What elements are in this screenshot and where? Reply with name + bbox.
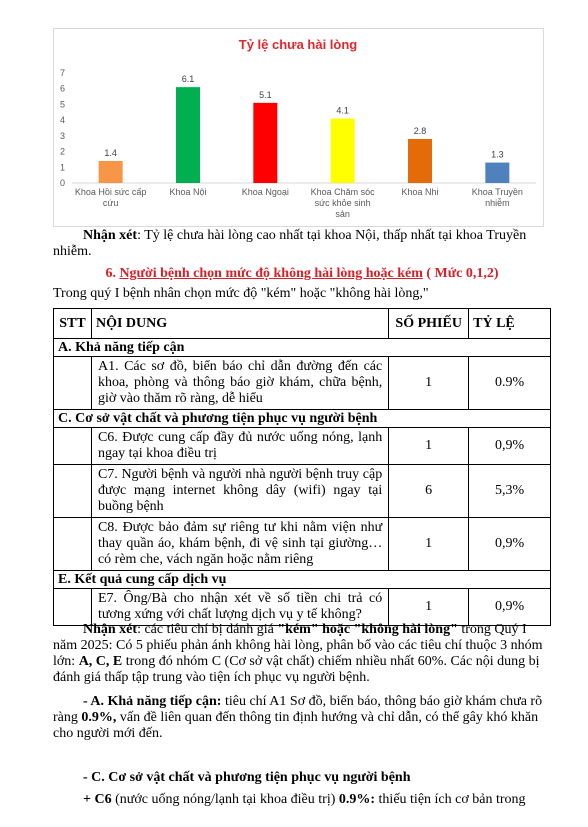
x-tick-label: Khoa Nhi [401,187,439,197]
table-row [54,465,551,518]
stt-cell [54,428,92,465]
stt-cell [54,465,92,518]
x-tick-label: Khoa Nội [169,187,207,197]
table-row [54,518,551,571]
bar [253,103,277,183]
bar [176,87,200,183]
c6-rate: 0.9%: [338,792,376,807]
analysis-c6 [53,792,551,808]
survey-table [53,308,551,626]
rate-cell: 0,9% [469,518,551,571]
votes-cell: 6 [389,465,469,518]
table-comment [53,622,551,686]
y-tick-label: 2 [60,146,66,157]
data-label: 2.8 [413,126,427,136]
votes-cell: 1 [389,428,469,465]
analysis-group-c [53,770,551,786]
data-label: 1.3 [491,149,504,160]
table-row [54,428,551,465]
comment-text: trong đó nhóm C (Cơ sở vật chất) chiếm nhiều nhất 60%. Các nội dung bị đánh giá thấp tập trung vào tiện ích phục vụ người bệnh. [53,654,540,685]
votes-cell: 1 [389,518,469,571]
intro-text: Trong quý I bệnh nhân chọn mức độ "kém" hoặc "không hài lòng," [53,286,429,301]
group-row [54,339,551,357]
stt-cell [54,589,92,626]
group-title: E. Kết quả cung cấp dịch vụ [54,571,551,589]
group-title: C. Cơ sở vật chất và phương tiện phục vụ người bệnh [54,410,551,428]
data-label: 5.1 [259,89,272,100]
x-tick-label: Khoa Ngoại [241,187,289,197]
table-header-row [54,309,551,339]
bar [99,161,123,183]
x-tick-label: Khoa Hồi sức cấp cứu [74,187,147,208]
bar [485,163,509,183]
comment-text: trong Quý I năm 2025: Có 5 phiếu phản ánh không hài lòng, phân bố vào các tiêu chí thuộc 3 nhóm lớn: [53,622,543,669]
y-tick-label: 4 [60,115,66,126]
content-cell: C8. Được bảo đảm sự riêng tư khi nằm viện như thay quần áo, khám bệnh, đi vệ sinh tại giường… có rèm che, vách ngăn hoặc nằm riêng [91,518,388,571]
y-tick-label: 0 [60,178,66,188]
comment-text: : các tiêu chí bị đánh giá [137,622,278,637]
y-tick-label: 6 [60,83,66,94]
chart-comment [53,228,551,260]
header-content: NỘI DUNG [91,309,388,339]
section-title: Người bệnh chọn mức độ không hài lòng hoặc kém [119,266,423,281]
bar [331,119,355,183]
comment-label: Nhận xét [83,622,138,637]
y-tick-label: 5 [60,99,66,110]
content-cell: C7. Người bệnh và người nhà người bệnh truy cập được mạng internet không dây (wifi) ngay tại buồng bệnh [91,465,388,518]
table-row [54,357,551,410]
content-cell: E7. Ông/Bà cho nhận xét về số tiền chi trả có tương xứng với chất lượng dịch vụ y tế không? [91,589,388,626]
votes-cell: 1 [389,357,469,410]
data-label: 6.1 [181,74,195,85]
content-cell: A1. Các sơ đồ, biển báo chỉ dẫn đường đến các khoa, phòng và thông báo giờ khám, chữa bệnh, giờ vào thăm rõ ràng, dễ hiểu [91,357,388,410]
header-rate: TỶ LỆ [469,309,551,339]
group-a-text: tiêu chí A1 Sơ đồ, biển báo, thông báo giờ khám chưa rõ ràng [53,694,543,725]
content-cell: C6. Được cung cấp đầy đủ nước uống nóng, lạnh ngay tại khoa điều trị [91,428,388,465]
c6-text: (nước uống nóng/lạnh tại khoa điều trị) [111,792,339,807]
comment-label: Nhận xét [83,228,138,243]
chart-container [53,28,544,227]
comment-text: : Tỷ lệ chưa hài lòng cao nhất tại khoa Nội, thấp nhất tại khoa Truyền nhiễm. [53,228,527,259]
rate-cell: 5,3% [469,465,551,518]
group-a-rate: 0.9%, [81,710,117,725]
rate-cell: 0,9% [469,428,551,465]
data-label: 4.1 [336,105,349,116]
y-tick-label: 3 [60,130,66,141]
group-c-label: - C. Cơ sở vật chất và phương tiện phục vụ người bệnh [83,770,411,785]
section-number: 6. [105,266,120,281]
group-row [54,410,551,428]
comment-emphasis: A, C, E [78,654,123,669]
stt-cell [54,357,92,410]
votes-cell: 1 [389,589,469,626]
group-title: A. Khả năng tiếp cận [54,339,551,357]
section-suffix: ( Mức 0,1,2) [422,266,499,281]
stt-cell [54,518,92,571]
header-stt: STT [54,309,92,339]
rate-cell: 0.9% [469,357,551,410]
group-row [54,571,551,589]
c6-label: + C6 [83,792,112,807]
group-a-label: - A. Khả năng tiếp cận: [83,694,222,709]
group-a-text: vấn đề liên quan đến thông tin định hướng và chỉ dẫn, có thể gây khó khăn cho người mới đến. [53,710,539,741]
y-tick-label: 7 [60,68,66,78]
comment-emphasis: "kém" hoặc "không hài lòng" [277,622,458,637]
c6-text: thiếu tiện ích cơ bản trong [375,792,526,807]
bar [408,139,432,183]
y-tick-label: 1 [60,162,66,173]
table-row [54,589,551,626]
rate-cell: 0,9% [469,589,551,626]
x-tick-label: Khoa Truyền nhiễm [471,187,523,208]
chart-title: Tỷ lệ chưa hài lòng [238,37,358,52]
header-votes: SỐ PHIẾU [389,309,469,339]
section-heading [53,266,551,282]
x-tick-label: Khoa Chăm sóc sức khỏe sinh sản [310,187,375,219]
data-label: 1.4 [104,148,117,158]
bar-chart [54,29,543,226]
analysis-group-a [53,694,551,742]
